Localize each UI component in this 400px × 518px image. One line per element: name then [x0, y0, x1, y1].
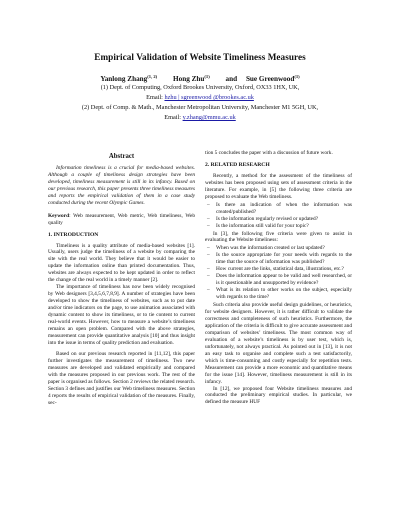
author-name: Hong Zhu: [173, 75, 205, 83]
section-heading: 2. RELATED RESEARCH: [205, 161, 270, 168]
author-affiliation-mark: (1, 2): [147, 74, 158, 79]
author-line: [0, 74, 400, 83]
affiliation-email: [0, 114, 400, 122]
keywords-text: : Web measurement, Web metric, Web timeliness, Web quality: [48, 212, 195, 226]
right-column: [205, 150, 352, 406]
paragraph: Such criteria also provide useful design guidelines, or heuristics, for website designers. However, it is rather difficult to validate the correctness and completeness of such heuristics. Furthermore, the application of the criteria is difficult to give accurate assessment and comparison of websites’ timeliness. The most common way of evaluation of a website’s timeliness is by user test, which is, unfortunately, not always practical. As pointed out in [13], it is not an easy task to organise and complete such a test satisfactorily, which is time-consuming and costly especially for repetition tests. Measurement can provide a more economic and quantitative means for the issue [14]. However, timeliness measurement is still in its infancy.: [205, 302, 352, 385]
author-conjunction: and: [225, 75, 238, 83]
paper-title: Empirical Validation of Website Timeliness Measures: [94, 52, 306, 62]
author-name: Yanlong Zhang: [100, 75, 148, 83]
author-name: Sue Greenwood: [245, 75, 295, 83]
email-prefix: Email:: [146, 94, 165, 101]
list-item: – Is the information still valid for your topic?: [205, 223, 352, 230]
paragraph: In [12], we proposed four Website timeliness measures and conducted the preliminary empirical studies. In particular, we defined the measure HUF: [205, 385, 352, 406]
paragraph: Recently, a method for the assessment of the timeliness of websites has been proposed using sets of assessment criteria in the literature. For example, in [5] the following three criteria are proposed to evaluate the Web timeliness.: [205, 172, 352, 200]
paragraph: tion 5 concludes the paper with a discussion of future work.: [205, 150, 333, 156]
keywords-label: Keyword: [48, 212, 70, 219]
section-heading: 1. INTRODUCTION: [48, 231, 99, 238]
list-item: – Is the source appropriate for your needs with regards to the time that the source of information was published?: [205, 252, 352, 266]
paragraph: Timeliness is a quality attribute of media-based websites [1]. Usually, users judge the timeliness of a website by comparing the site with the real world. They believe that it would be easier to update the information online than printed documentation. Thus, websites are always expected to be kept updated in order to reflect the change of the real world in a timely manner [2].: [48, 242, 195, 284]
abstract-body: Information timeliness is a crucial for media-based websites. Although a couple of timeliness design strategies have been developed, timeliness measurement is still in its infancy. Based on our previous research, this paper presents three timeliness measures and reports the empirical validation of them in a case study conducted during the recent Olympic Games.: [48, 164, 195, 206]
paragraph: The importance of timeliness has now been widely recognised by Web designers [3,4,5,6,7,8,9]. A number of strategies have been developed to show the timeliness of websites, such as to put date and/or time indicators on the page, to use animation associated with dynamic content to show its timeliness, or to tie content to current real-world events. However, how to measure a website’s timeliness remains an open problem. Compared with the above strategies, measurement can provide quantitative analysis [10] and thus insight into the issue in terms of quality prediction and evaluation.: [48, 284, 195, 346]
affiliation-line: (2) Dept. of Comp. & Math., Manchester Metropolitan University, Manchester M1 5GH, UK,: [81, 104, 319, 111]
list-item: – Is the information regularly revised or updated?: [205, 216, 352, 223]
criteria-list: [205, 202, 352, 230]
affiliation-line: (1) Dept. of Computing, Oxford Brookes University, Oxford, OX33 1HX, UK,: [100, 84, 300, 91]
list-item: – When was the information created or last updated?: [205, 245, 352, 252]
email-link[interactable]: hzhu | sgreenwood @brookes.ac.uk: [164, 94, 254, 101]
left-column: [48, 150, 195, 406]
author-affiliation-mark: (1): [294, 74, 300, 79]
list-item: – Is there an indication of when the information was created/published?: [205, 202, 352, 216]
paragraph: In [3], the following five criteria were given to assist in evaluating the Website timeliness:: [205, 230, 352, 244]
criteria-list: [205, 245, 352, 301]
email-prefix: Email:: [164, 114, 183, 121]
paragraph: Based on our previous research reported in [11,12], this paper further investigates the measurement of timeliness. Two new measures are developed and validated empirically and compared with the measures proposed in our previous work. The rest of the paper is organised as follows. Section 2 reviews the related research. Section 3 defines and justifies our Web timeliness measures. Section 4 reports the results of empirical validation of the measures. Finally, sec-: [48, 350, 195, 406]
list-item: – How current are the links, statistical data, illustrations, etc.?: [205, 266, 352, 273]
abstract-heading: Abstract: [108, 153, 135, 160]
email-link[interactable]: y.zhang@mmu.ac.uk: [182, 114, 236, 121]
affiliation-email: [0, 94, 400, 102]
author-affiliation-mark: (1): [204, 74, 210, 79]
list-item: – Does the information appear to be valid and well researched, or is it questionable and unsupported by evidence?: [205, 273, 352, 287]
keywords: [48, 213, 195, 227]
list-item: – What is its relation to other works on the subject, especially with regards to the time?: [205, 287, 352, 301]
